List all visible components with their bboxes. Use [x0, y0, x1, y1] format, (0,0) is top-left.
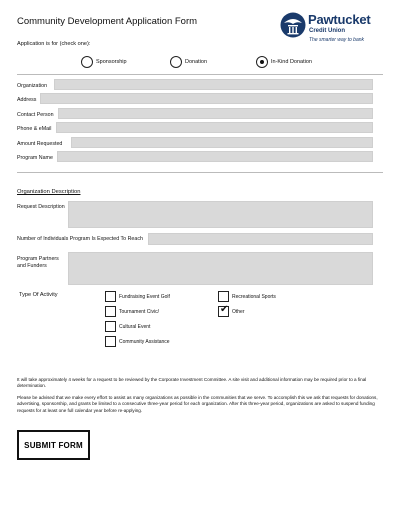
request-description-field[interactable] [68, 201, 373, 228]
checkbox-label: Tournament Civic/ [119, 309, 160, 315]
review-notice: It will take approximately 4 weeks for a request to be reviewed by the Corporate Investment Committee. A site visit and additional information may be required prior to a final determination. [17, 377, 367, 389]
divider [17, 172, 383, 173]
checkbox-label: Other [232, 309, 245, 315]
individuals-reached-label: Number of Individuals Program Is Expected To Reach [17, 236, 143, 242]
radio-in-kind-donation[interactable] [256, 55, 312, 69]
program-partners-label: Program Partners [17, 256, 59, 262]
checkbox-recreational-sports[interactable] [218, 291, 229, 302]
form-title: Community Development Application Form [17, 16, 198, 27]
organization-description-heading: Organization Description [17, 189, 81, 195]
brand-logo [280, 12, 392, 48]
radio-label: Donation [185, 59, 208, 65]
address-field[interactable] [40, 93, 373, 104]
radio-label: In-Kind Donation [271, 59, 312, 65]
radio-donation[interactable] [170, 55, 207, 69]
individuals-reached-field[interactable] [148, 233, 373, 245]
checkbox-label: Fundraising Event Golf [119, 294, 170, 300]
request-description-label: Request Description [17, 204, 65, 210]
brand-name: Pawtucket [308, 12, 371, 27]
type-of-activity-label: Type Of Activity [19, 292, 58, 298]
divider [17, 74, 383, 75]
program-partners-label: and Funders [17, 263, 47, 269]
phone-email-field[interactable] [56, 122, 373, 133]
checkmark-icon: ✔ [220, 304, 229, 315]
application-for-label: Application is for (check one): [17, 41, 91, 47]
checkbox-label: Recreational Sports [232, 294, 276, 300]
checkbox-cultural-event[interactable] [105, 321, 116, 332]
program-name-label: Program Name [17, 155, 53, 161]
checkbox-other[interactable] [218, 306, 229, 317]
radio-sponsorship[interactable] [81, 55, 127, 69]
amount-requested-label: Amount Requested [17, 141, 63, 147]
brand-tagline: The smarter way to bank [309, 37, 365, 43]
organization-field[interactable] [54, 79, 373, 90]
radio-label: Sponsorship [96, 59, 127, 65]
phone-email-label: Phone & eMail [17, 126, 52, 132]
brand-subtitle: Credit Union [309, 28, 345, 34]
radio-button-selected[interactable] [256, 56, 268, 68]
address-label: Address [17, 97, 37, 103]
checkbox-community-assistance[interactable] [105, 336, 116, 347]
eagle-emblem-icon [280, 12, 306, 38]
radio-button[interactable] [170, 56, 182, 68]
checkbox-label: Cultural Event [119, 324, 151, 330]
contact-person-field[interactable] [58, 108, 373, 119]
program-partners-field[interactable] [68, 252, 373, 285]
organization-label: Organization [17, 83, 48, 89]
submit-form-button[interactable]: SUBMIT FORM [17, 430, 90, 460]
checkbox-fundraising-golf[interactable] [105, 291, 116, 302]
program-name-field[interactable] [57, 151, 373, 162]
contact-person-label: Contact Person [17, 112, 54, 118]
funding-policy-notice: Please be advised that we make every effort to assist as many organizations as possible in the communities that we serve. To accomplish this we ask that requests for donations, advertising, sponsorship, and grants be limited to a consecutive three-year period for each organization. After this three-year period, organizations are asked to suspend funding requests for at least one full calendar year before re-applying. [17, 395, 378, 413]
checkbox-tournament-civic[interactable] [105, 306, 116, 317]
checkbox-label: Community Assistance [119, 339, 170, 345]
amount-requested-field[interactable] [71, 137, 373, 148]
radio-button[interactable] [81, 56, 93, 68]
